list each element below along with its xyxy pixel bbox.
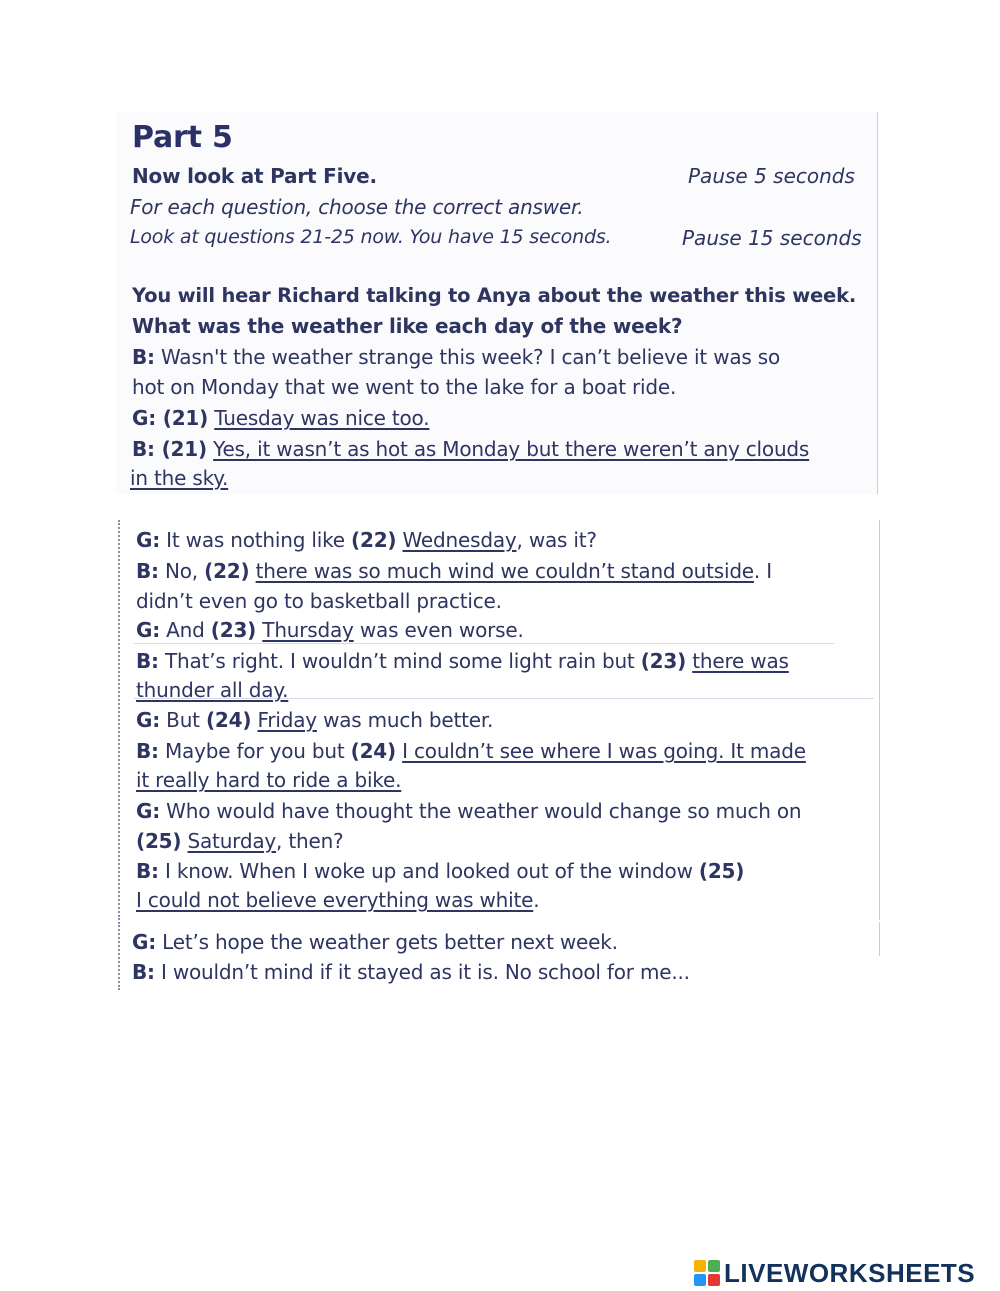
speaker-label: G: bbox=[136, 528, 161, 552]
dialogue-line bbox=[132, 960, 690, 984]
dialogue-line: hot on Monday that we went to the lake for a boat ride. bbox=[132, 375, 677, 399]
question-number: (22) bbox=[351, 528, 397, 552]
page-title: Part 5 bbox=[132, 120, 233, 155]
scan-edge bbox=[877, 112, 878, 494]
dialogue-line bbox=[136, 649, 789, 673]
dialogue-line bbox=[136, 678, 288, 702]
instruction-text: Now look at Part Five. bbox=[132, 164, 377, 188]
dialogue-line bbox=[132, 437, 809, 461]
speaker-label: G: (21) bbox=[132, 406, 209, 430]
dialogue-line bbox=[136, 708, 493, 732]
logo-square bbox=[708, 1260, 720, 1272]
speaker-label: B: bbox=[132, 960, 155, 984]
dialogue-text: Who would have thought the weather would change so much on bbox=[160, 799, 802, 823]
dialogue-text: That’s right. I wouldn’t mind some light rain but bbox=[158, 649, 641, 673]
answer-24-text: I couldn’t see where I was going. It made bbox=[402, 739, 806, 763]
part5-header-block bbox=[116, 112, 878, 494]
dialogue-text: Wasn't the weather strange this week? I can’t believe it was so bbox=[154, 345, 781, 369]
answer-21-text: in the sky. bbox=[130, 466, 229, 490]
speaker-label: B: bbox=[136, 649, 159, 673]
dialogue-line bbox=[136, 768, 401, 792]
dialogue-text: I wouldn’t mind if it stayed as it is. No school for me... bbox=[154, 960, 690, 984]
speaker-label: B: (21) bbox=[132, 437, 207, 461]
speaker-label: B: bbox=[136, 559, 159, 583]
speaker-label: B: bbox=[132, 345, 155, 369]
dialogue-text: But bbox=[160, 708, 206, 732]
dialogue-text: . I bbox=[753, 559, 772, 583]
dialogue-text: I know. When I woke up and looked out of the window bbox=[158, 859, 699, 883]
dialogue-text: And bbox=[160, 618, 211, 642]
liveworksheets-logo-icon bbox=[694, 1260, 720, 1286]
dialogue-text: , was it? bbox=[516, 528, 597, 552]
pause-15-seconds: Pause 15 seconds bbox=[682, 226, 862, 250]
brand-name: LIVEWORKSHEETS bbox=[724, 1257, 976, 1288]
question-number: (22) bbox=[204, 559, 250, 583]
intro-line-1: You will hear Richard talking to Anya about the weather this week. bbox=[132, 284, 857, 307]
dialogue-line bbox=[130, 466, 228, 490]
instruction-line-2: For each question, choose the correct answer. bbox=[130, 195, 584, 219]
dialogue-text: was even worse. bbox=[353, 618, 524, 642]
dialogue-text: It was nothing like bbox=[160, 528, 352, 552]
day-saturday: Saturday bbox=[187, 829, 277, 853]
answer-21-text: Yes, it wasn’t as hot as Monday but there weren’t any clouds bbox=[213, 437, 810, 461]
question-number: (24) bbox=[205, 708, 252, 732]
day-friday: Friday bbox=[257, 708, 317, 732]
scan-rule bbox=[134, 643, 834, 644]
dialogue-text: , then? bbox=[276, 829, 344, 853]
day-wednesday: Wednesday bbox=[402, 528, 517, 552]
logo-square bbox=[694, 1274, 706, 1286]
scan-edge bbox=[879, 520, 880, 920]
dialogue-line bbox=[136, 799, 801, 823]
dialogue-line bbox=[132, 406, 429, 430]
dialogue-line bbox=[136, 739, 806, 763]
liveworksheets-logo[interactable] bbox=[694, 1259, 975, 1287]
dialogue-line bbox=[136, 618, 524, 642]
dialogue-line bbox=[136, 829, 343, 853]
intro-line-2: What was the weather like each day of the week? bbox=[132, 314, 683, 338]
dialogue-text: No, bbox=[158, 559, 205, 583]
dialogue-line bbox=[136, 888, 539, 912]
dialogue-line bbox=[132, 930, 618, 954]
dialogue-line: didn’t even go to basketball practice. bbox=[136, 589, 502, 613]
answer-22-text: there was so much wind we couldn’t stand outside bbox=[255, 559, 754, 583]
dialogue-text: . bbox=[533, 888, 540, 912]
scan-edge bbox=[879, 922, 880, 956]
dialogue-line bbox=[136, 528, 597, 552]
dialogue-line bbox=[136, 859, 744, 883]
answer-25-text: I could not believe everything was white bbox=[136, 888, 534, 912]
answer-23-text: thunder all day. bbox=[136, 678, 289, 702]
instruction-line-3: Look at questions 21-25 now. You have 15 seconds. bbox=[130, 226, 612, 248]
speaker-label: G: bbox=[132, 930, 157, 954]
answer-24-text: it really hard to ride a bike. bbox=[136, 768, 402, 792]
dialogue-block bbox=[118, 520, 880, 920]
dialogue-line bbox=[136, 559, 772, 583]
dialogue-text: was much better. bbox=[316, 708, 494, 732]
speaker-label: G: bbox=[136, 799, 161, 823]
question-number: (25) bbox=[698, 859, 745, 883]
logo-square bbox=[694, 1260, 706, 1272]
question-number: (24) bbox=[350, 739, 396, 763]
question-number: (23) bbox=[640, 649, 687, 673]
pause-5-seconds: Pause 5 seconds bbox=[688, 164, 855, 188]
logo-square bbox=[708, 1274, 720, 1286]
question-number: (25) bbox=[136, 829, 182, 853]
dialogue-block-end bbox=[118, 922, 880, 990]
speaker-label: B: bbox=[136, 739, 159, 763]
dialogue-text: Maybe for you but bbox=[158, 739, 351, 763]
speaker-label: B: bbox=[136, 859, 159, 883]
speaker-label: G: bbox=[136, 618, 161, 642]
answer-23-text: there was bbox=[692, 649, 789, 673]
answer-21-text: Tuesday was nice too. bbox=[214, 406, 430, 430]
speaker-label: G: bbox=[136, 708, 161, 732]
dialogue-line bbox=[132, 345, 780, 369]
question-number: (23) bbox=[210, 618, 257, 642]
day-thursday: Thursday bbox=[262, 618, 354, 642]
dialogue-text: Let’s hope the weather gets better next week. bbox=[156, 930, 618, 954]
